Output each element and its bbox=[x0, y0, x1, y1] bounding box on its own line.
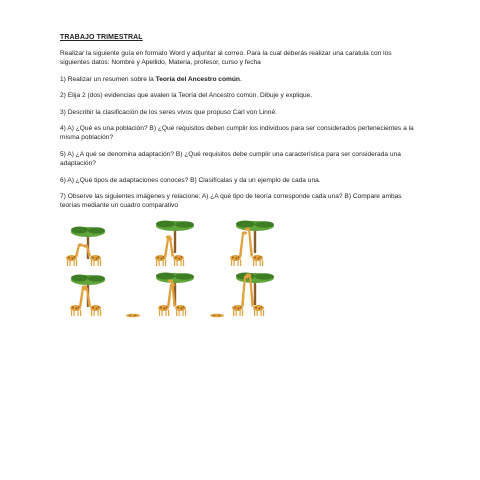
question-2: 2) Elija 2 (dos) evidencias que avalen la Teoría del Ancestro común. Dibuje y explique. bbox=[60, 92, 313, 100]
giraffe-leg bbox=[240, 260, 241, 266]
giraffe-leg bbox=[91, 260, 92, 266]
giraffe-spot bbox=[96, 258, 98, 260]
giraffe-spot bbox=[238, 256, 240, 258]
giraffe-spot bbox=[134, 315, 135, 316]
question-5: 5) A) ¿A qué se denomina adaptación? B) ¿Qué requisitos debe cumplir una característica para ser considerada una adaptación? bbox=[60, 150, 401, 168]
giraffe-neck bbox=[239, 233, 244, 257]
giraffe-head bbox=[242, 231, 248, 234]
giraffe-leg bbox=[166, 310, 167, 316]
giraffe-spot bbox=[255, 307, 257, 309]
giraffe-spot bbox=[129, 315, 130, 316]
giraffe-spot bbox=[261, 306, 263, 308]
giraffe-leg bbox=[100, 260, 101, 266]
giraffe-evolution-illustration bbox=[60, 215, 298, 320]
giraffe-leg bbox=[238, 260, 239, 266]
document-intro: Realizar la siguiente guía en formato Word y adjuntar al correo. Para la cual deberás realizar una caratula con los siguientes datos: Nombre y Apellido, Materia, profesor, curso y fecha bbox=[60, 50, 392, 67]
question-3: 3) Describir la clasificación de los seres vivos que propuso Carl von Linné. bbox=[60, 108, 277, 116]
giraffe-spot bbox=[234, 307, 236, 309]
giraffe-leg bbox=[98, 310, 99, 316]
giraffe-spot bbox=[218, 315, 219, 316]
giraffe-leg bbox=[71, 310, 72, 316]
giraffe-leg bbox=[183, 310, 184, 316]
giraffe-head bbox=[168, 279, 174, 282]
question-4: 4) A) ¿Qué es una población? B) ¿Qué requisitos deben cumplir los individuos para ser considerados pertenecientes a la misma población? bbox=[60, 125, 414, 142]
giraffe-leg bbox=[67, 260, 68, 266]
giraffe-spot bbox=[68, 257, 70, 259]
giraffe-leg bbox=[156, 260, 157, 266]
tree-foliage bbox=[71, 227, 88, 234]
giraffe-leg bbox=[233, 310, 234, 316]
giraffe-spot bbox=[183, 306, 185, 308]
giraffe-leg bbox=[254, 310, 255, 316]
giraffe-leg bbox=[231, 260, 232, 266]
giraffe-leg bbox=[80, 310, 81, 316]
tree-foliage bbox=[156, 273, 175, 280]
tree-foliage bbox=[71, 275, 88, 282]
giraffe-leg bbox=[185, 310, 186, 316]
giraffe-leg bbox=[240, 310, 241, 316]
tree-foliage bbox=[88, 275, 105, 281]
giraffe-spot bbox=[240, 306, 242, 308]
document-title: TRABAJO TRIMESTRAL bbox=[60, 34, 143, 41]
giraffe-spot bbox=[181, 256, 183, 258]
tree-foliage bbox=[236, 221, 255, 228]
fallen-giraffe bbox=[210, 314, 224, 318]
giraffe-head bbox=[245, 227, 251, 230]
giraffe-body bbox=[253, 305, 264, 311]
giraffe-neck bbox=[164, 239, 169, 257]
giraffe-spot bbox=[259, 308, 261, 310]
giraffe-spot bbox=[92, 307, 94, 309]
giraffe-body bbox=[90, 305, 101, 311]
giraffe-head bbox=[246, 273, 252, 276]
giraffe-spot bbox=[213, 315, 214, 316]
giraffe-leg bbox=[91, 310, 92, 316]
tree-foliage bbox=[175, 221, 194, 227]
giraffe-neck bbox=[167, 285, 172, 307]
giraffe-leg bbox=[165, 260, 166, 266]
tree-foliage bbox=[255, 273, 274, 279]
giraffe-leg bbox=[242, 310, 243, 316]
giraffe-illustration-svg bbox=[60, 215, 298, 320]
document-page bbox=[60, 34, 422, 218]
giraffe-spot bbox=[254, 257, 256, 259]
tree-foliage bbox=[255, 221, 274, 227]
tree-foliage bbox=[88, 227, 105, 233]
giraffe-spot bbox=[238, 308, 240, 310]
giraffe-neck bbox=[79, 287, 84, 307]
tree-foliage bbox=[175, 273, 194, 279]
giraffe-leg bbox=[78, 310, 79, 316]
giraffe-spot bbox=[92, 257, 94, 259]
giraffe-leg bbox=[159, 310, 160, 316]
giraffe-spot bbox=[258, 258, 260, 260]
giraffe-head bbox=[166, 235, 172, 238]
giraffe-spot bbox=[236, 258, 238, 260]
giraffe-spot bbox=[72, 258, 74, 260]
giraffe-spot bbox=[166, 306, 168, 308]
giraffe-spot bbox=[232, 257, 234, 259]
giraffe-leg bbox=[183, 260, 184, 266]
giraffe-spot bbox=[98, 306, 100, 308]
question-6: 6) A) ¿Qué tipos de adaptaciones conoces? B) Clasifícalas y da un ejemplo de cada una. bbox=[60, 176, 321, 184]
giraffe-body bbox=[175, 305, 186, 311]
giraffe-body bbox=[252, 255, 263, 261]
giraffe-spot bbox=[175, 257, 177, 259]
giraffe-body bbox=[90, 255, 101, 261]
giraffe-leg bbox=[261, 310, 262, 316]
giraffe-leg bbox=[100, 310, 101, 316]
giraffe-spot bbox=[98, 256, 100, 258]
giraffe-spot bbox=[179, 258, 181, 260]
giraffe-spot bbox=[160, 307, 162, 309]
giraffe-leg bbox=[74, 260, 75, 266]
giraffe-head bbox=[83, 287, 89, 290]
giraffe-leg bbox=[174, 260, 175, 266]
giraffe-spot bbox=[177, 307, 179, 309]
giraffe-spot bbox=[96, 308, 98, 310]
giraffe-spot bbox=[76, 308, 78, 310]
giraffe-spot bbox=[260, 256, 262, 258]
giraffe-leg bbox=[260, 260, 261, 266]
giraffe-leg bbox=[253, 260, 254, 266]
giraffe-head bbox=[78, 243, 84, 246]
giraffe-spot bbox=[157, 257, 159, 259]
giraffe-leg bbox=[163, 260, 164, 266]
tree-foliage bbox=[156, 221, 175, 228]
giraffe-neck bbox=[248, 229, 253, 257]
giraffe-head bbox=[83, 244, 89, 247]
giraffe-neck bbox=[75, 245, 80, 257]
giraffe-spot bbox=[164, 308, 166, 310]
giraffe-spot bbox=[72, 307, 74, 309]
giraffe-leg bbox=[263, 310, 264, 316]
giraffe-leg bbox=[262, 260, 263, 266]
question-7: 7) Observe las siguientes imágenes y relacione: A) ¿A qué tipo de teoría corresponde cada una? B) Compare ambas teorías mediante un cuadro comparativo bbox=[60, 193, 402, 210]
giraffe-spot bbox=[181, 308, 183, 310]
giraffe-leg bbox=[168, 310, 169, 316]
question-1: 1) Realizar un resumen sobre la Teoría del Ancestro común. bbox=[60, 75, 242, 83]
giraffe-spot bbox=[74, 256, 76, 258]
giraffe-body bbox=[173, 255, 184, 261]
giraffe-leg bbox=[176, 310, 177, 316]
giraffe-leg bbox=[98, 260, 99, 266]
giraffe-leg bbox=[76, 260, 77, 266]
giraffe-spot bbox=[78, 306, 80, 308]
giraffe-spot bbox=[161, 258, 163, 260]
fallen-giraffe bbox=[126, 314, 140, 318]
giraffe-spot bbox=[163, 256, 165, 258]
giraffe-leg bbox=[181, 260, 182, 266]
